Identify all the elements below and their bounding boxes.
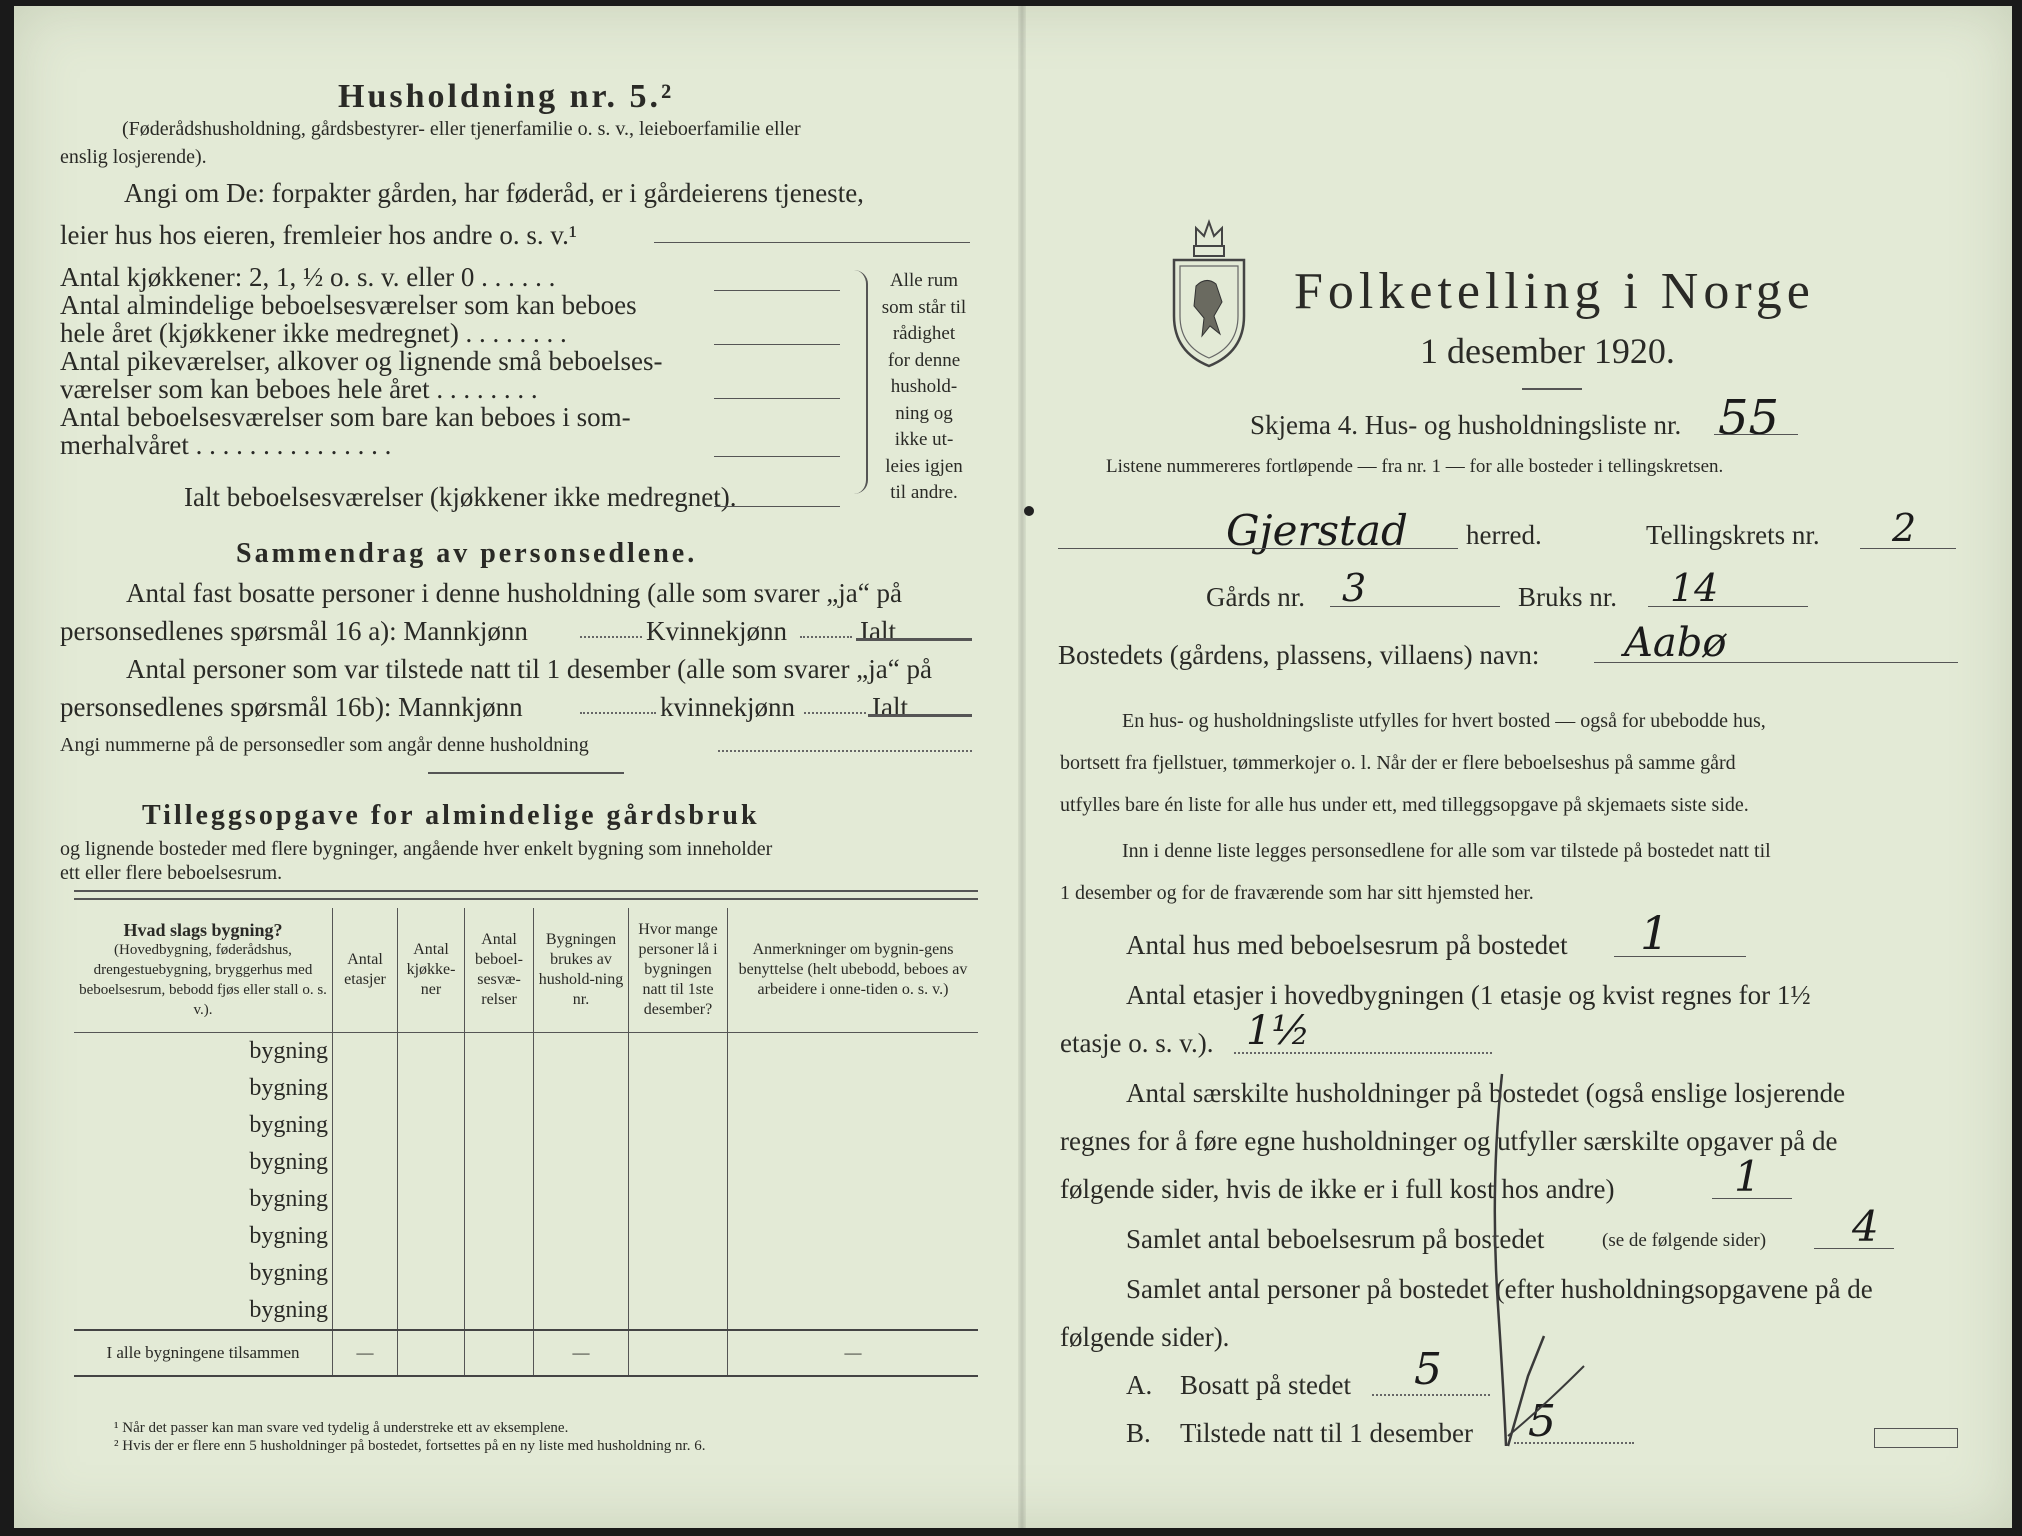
sammendrag-line-2: personsedlenes spørsmål 16 a): Mannkjønn	[60, 616, 528, 646]
herred-line	[1058, 548, 1458, 549]
resident-line	[1372, 1394, 1490, 1396]
col-building-type: Hvad slags bygning? (Hovedbygning, føderådshus, drengestuebygning, bryggerhus med beboelsesrum, bebodd fjøs eller stall o. s. v.).	[74, 908, 333, 1033]
sum-floors: —	[333, 1330, 398, 1376]
kvinne-tilstede-line[interactable]	[804, 712, 866, 714]
pencil-check-mark	[1484, 1066, 1594, 1456]
sum-remarks: —	[728, 1330, 979, 1376]
summer-rooms-label-1: Antal beboelsesværelser som bare kan beboes i som-	[60, 402, 631, 432]
table-top-rule	[74, 890, 978, 892]
kvinne-tilstede-label: kvinnekjønn	[660, 692, 795, 722]
total-persons-line-1: Samlet antal personer på bostedet (efter husholdningsopgavene på de	[1126, 1274, 1873, 1304]
footnote-1: ¹ Når det passer kan man svare ved tydelig å understreke ett av eksemplene.	[114, 1420, 569, 1436]
row-label: bygning	[249, 1075, 328, 1101]
total-rooms-label: Samlet antal beboelsesrum på bostedet	[1126, 1224, 1545, 1254]
table-top-rule-2	[74, 898, 978, 900]
present-label: Tilstede natt til 1 desember	[1180, 1418, 1473, 1448]
table-header-row	[74, 908, 978, 1033]
households-line	[1712, 1198, 1792, 1199]
skjema-nr-line	[1714, 434, 1798, 435]
sammendrag-line-4: personsedlenes spørsmål 16b): Mannkjønn	[60, 692, 523, 722]
households-line-1: Antal særskilte husholdninger på bostedet (også enslige losjerende	[1126, 1078, 1846, 1108]
ialt-tilstede-line[interactable]	[868, 714, 972, 717]
census-date: 1 desember 1920.	[1420, 331, 1675, 371]
resident-value[interactable]: 5	[1414, 1344, 1442, 1395]
present-letter: B.	[1126, 1418, 1151, 1448]
col-kitchens: Antal kjøkke-ner	[398, 908, 465, 1033]
row-label: bygning	[249, 1149, 328, 1175]
table-row[interactable]	[74, 1218, 978, 1255]
instruction-1: En hus- og husholdningsliste utfylles for hvert bosted — også for ubebodde hus,	[1122, 710, 1766, 732]
table-row[interactable]	[74, 1255, 978, 1292]
bruks-line	[1648, 606, 1808, 607]
sum-household: —	[534, 1330, 629, 1376]
angi-line-1: Angi om De: forpakter gården, har føderåd, er i gårdeierens tjeneste,	[124, 178, 864, 208]
household-intro-2: enslig losjerende).	[60, 146, 207, 168]
floors-line-1: Antal etasjer i hovedbygningen (1 etasje og kvist regnes for 1½	[1126, 980, 1811, 1010]
personsedler-label: Angi nummerne på de personsedler som angår denne husholdning	[60, 734, 589, 756]
houses-value[interactable]: 1	[1640, 906, 1670, 960]
total-rooms-value[interactable]: 4	[1852, 1202, 1879, 1251]
table-row[interactable]	[74, 1144, 978, 1181]
rooms-label-1: Antal almindelige beboelsesværelser som kan beboes	[60, 290, 637, 320]
table-row[interactable]	[74, 1181, 978, 1218]
summer-rooms-answer-line[interactable]	[714, 456, 840, 457]
tilleggsopgave-title: Tilleggsopgave for almindelige gårdsbruk	[142, 800, 760, 831]
side-note: Alle rum som står til rådighet for denne hushold- ning og ikke ut- leies igjen til andre.	[881, 270, 967, 503]
instruction-3: utfylles bare én liste for alle hus under ett, med tilleggsopgave på skjemaets siste side.	[1060, 794, 1749, 816]
buildings-table	[74, 908, 978, 1377]
present-value[interactable]: 5	[1528, 1396, 1556, 1447]
punch-hole-mark	[1024, 506, 1034, 516]
ialt-label: Ialt beboelsesværelser (kjøkkener ikke medregnet).	[184, 482, 737, 512]
angi-line-2: leier hus hos eieren, fremleier hos andre o. s. v.¹	[60, 220, 577, 250]
col-persons: Hvor mange personer lå i bygningen natt til 1ste desember?	[629, 908, 728, 1033]
col-remarks: Anmerkninger om bygnin-gens benyttelse (helt ubebodd, beboes av arbeidere i onne-tiden o. s. v.)	[728, 908, 979, 1033]
total-persons-line-2: følgende sider).	[1060, 1322, 1230, 1352]
rooms-label-2: hele året (kjøkkener ikke medregnet) . . . . . . . .	[60, 318, 567, 348]
gards-label: Gårds nr.	[1206, 582, 1305, 612]
bosted-line	[1594, 662, 1958, 663]
skjema-label: Skjema 4. Hus- og husholdningsliste nr.	[1250, 410, 1682, 440]
printer-stamp	[1874, 1428, 1958, 1448]
norway-coat-of-arms-icon	[1166, 206, 1252, 370]
resident-label: Bosatt på stedet	[1180, 1370, 1351, 1400]
tillegg-line-2: ett eller flere beboelsesrum.	[60, 862, 283, 884]
kitchen-answer-line[interactable]	[714, 290, 840, 291]
floors-value[interactable]: 1½	[1246, 1008, 1311, 1054]
census-form-sheet	[14, 6, 2012, 1528]
households-line-2: regnes for å føre egne husholdninger og utfyller særskilte opgaver på de	[1060, 1126, 1838, 1156]
table-row[interactable]	[74, 1070, 978, 1107]
ialt-fast-line[interactable]	[856, 638, 972, 641]
col-rooms: Antal beboel-sesvæ-relser	[465, 908, 534, 1033]
row-label: bygning	[249, 1186, 328, 1212]
row-label: bygning	[249, 1112, 328, 1138]
bosted-label: Bostedets (gårdens, plassens, villaens) navn:	[1058, 640, 1540, 670]
summer-rooms-label-2: merhalvåret . . . . . . . . . . . . . . .	[60, 430, 392, 460]
bruks-value[interactable]: 14	[1670, 566, 1719, 610]
maid-rooms-label-2: værelser som kan beboes hele året . . . . . . . .	[60, 374, 538, 404]
angi-answer-line[interactable]	[654, 242, 970, 243]
section-divider	[428, 772, 624, 774]
gards-line	[1330, 606, 1500, 607]
listene-note: Listene nummereres fortløpende — fra nr. 1 — for alle bosteder i tellingskretsen.	[1106, 456, 1724, 477]
instruction-4: Inn i denne liste legges personsedlene for alle som var tilstede på bostedet natt til	[1122, 840, 1771, 862]
household-heading: Husholdning nr. 5.²	[338, 78, 675, 115]
herred-label: herred.	[1466, 520, 1542, 550]
form-title: Folketelling i Norge	[1294, 263, 1815, 320]
row-label: bygning	[249, 1223, 328, 1249]
houses-label: Antal hus med beboelsesrum på bostedet	[1126, 930, 1568, 960]
kitchen-count-label: Antal kjøkkener: 2, 1, ½ o. s. v. eller 0 . . . . . .	[60, 262, 556, 292]
table-row[interactable]	[74, 1033, 978, 1071]
instruction-5: 1 desember og for de fraværende som har sitt hjemsted her.	[1060, 882, 1534, 904]
mann-tilstede-line[interactable]	[580, 712, 656, 714]
page-fold	[1018, 6, 1026, 1528]
maid-rooms-label-1: Antal pikeværelser, alkover og lignende små beboelses-	[60, 346, 663, 376]
row-label: bygning	[249, 1038, 328, 1064]
kvinne-fast-line[interactable]	[800, 636, 852, 638]
households-line-3: følgende sider, hvis de ikke er i full kost hos andre)	[1060, 1174, 1615, 1204]
resident-letter: A.	[1126, 1370, 1153, 1400]
bosted-value[interactable]: Aabø	[1624, 620, 1727, 666]
bruks-label: Bruks nr.	[1518, 582, 1618, 612]
gards-value[interactable]: 3	[1342, 566, 1367, 610]
floors-line	[1234, 1052, 1492, 1054]
row-label: bygning	[249, 1297, 328, 1323]
mann-fast-line[interactable]	[580, 636, 642, 638]
table-sum-row	[74, 1330, 978, 1376]
household-intro: (Føderådshusholdning, gårdsbestyrer- eller tjenerfamilie o. s. v., leieboerfamilie eller	[122, 118, 801, 140]
sammendrag-line-1: Antal fast bosatte personer i denne husholdning (alle som svarer „ja“ på	[126, 578, 902, 608]
ialt-tilstede-label: Ialt	[872, 692, 908, 722]
floors-line-2: etasje o. s. v.).	[1060, 1028, 1214, 1058]
title-divider	[1522, 388, 1582, 390]
ialt-fast-label: Ialt	[860, 616, 896, 646]
personsedler-line[interactable]	[718, 750, 972, 752]
sum-label: I alle bygningene tilsammen	[74, 1330, 333, 1376]
footnote-2: ² Hvis der er flere enn 5 husholdninger på bostedet, fortsettes på en ny liste med husholdning nr. 6.	[114, 1438, 706, 1454]
total-rooms-line	[1814, 1248, 1894, 1249]
herred-value[interactable]: Gjerstad	[1226, 506, 1408, 555]
maid-rooms-answer-line[interactable]	[714, 398, 840, 399]
sammendrag-line-3: Antal personer som var tilstede natt til 1 desember (alle som svarer „ja“ på	[126, 654, 932, 684]
krets-label: Tellingskrets nr.	[1646, 520, 1820, 550]
side-note-brace	[852, 270, 868, 494]
table-row[interactable]	[74, 1292, 978, 1330]
krets-line	[1860, 548, 1956, 549]
rooms-answer-line[interactable]	[714, 344, 840, 345]
col-floors: Antal etasjer	[333, 908, 398, 1033]
tillegg-line-1: og lignende bosteder med flere bygninger, angående hver enkelt bygning som inneholder	[60, 838, 773, 860]
krets-value[interactable]: 2	[1892, 506, 1917, 550]
kvinne-fast-label: Kvinnekjønn	[646, 616, 787, 646]
instruction-2: bortsett fra fjellstuer, tømmerkojer o. l. Når der er flere beboelseshus på samme gård	[1060, 752, 1736, 774]
skjema-nr-value[interactable]: 55	[1718, 390, 1780, 446]
table-row[interactable]	[74, 1107, 978, 1144]
col-household-nr: Bygningen brukes av hushold-ning nr.	[534, 908, 629, 1033]
houses-line	[1614, 956, 1746, 957]
row-label: bygning	[249, 1260, 328, 1286]
sammendrag-title: Sammendrag av personsedlene.	[236, 538, 698, 569]
total-rooms-note: (se de følgende sider)	[1602, 1230, 1767, 1251]
households-value[interactable]: 1	[1734, 1152, 1761, 1201]
ialt-answer-line[interactable]	[714, 506, 840, 507]
